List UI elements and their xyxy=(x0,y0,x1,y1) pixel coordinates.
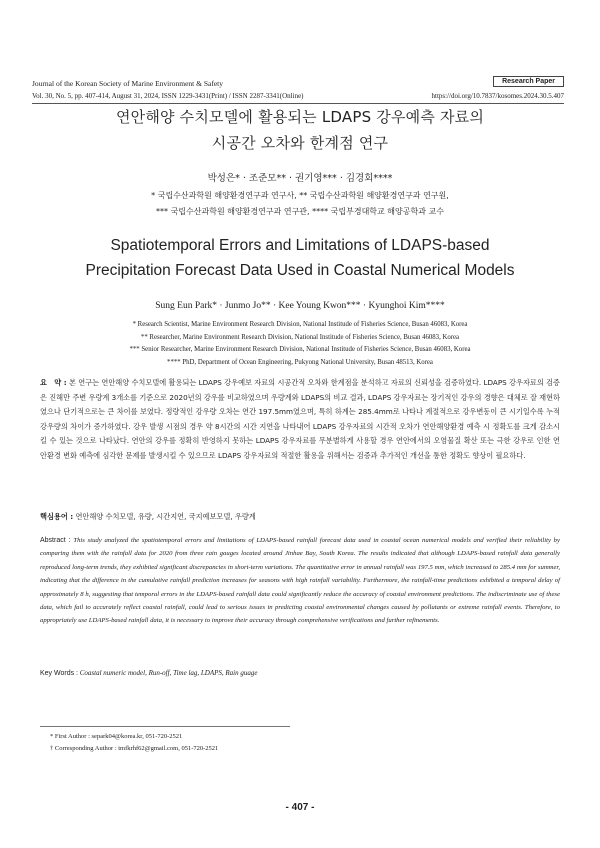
abstract-korean xyxy=(40,376,560,464)
abstract-english-text: This study analyzed the spatiotemporal errors and limitations of LDAPS-based rainfall forecast data used in coastal ocean numerical models and verified their reliability by comparing them with the rainfall data for 2020 from three rain gauges located around Jinhae Bay, South Korea. The results indicated that although LDAPS-based rainfall data generally reproduced long-term trends, they exhibited significant discrepancies in short-term variations. The quantitative error in annual rainfall was 197.5 mm, which increased to 285.4 mm for summer, indicating that the difference in the cumulative rainfall prediction increases for seasons with high rainfall variability. Furthermore, the rainfall-time predictions exhibited a temporal delay of approximately 8 h, suggesting that temporal errors in the LDAPS-based rainfall data could significantly reduce the accuracy of coastal environment predictions. The indiscriminate use of these data, which fail to accurately reflect coastal rainfall, could lead to serious issues in predicting coastal environmental changes caused by pollutants or extreme rainfall events. Therefore, to appropriately use LDAPS-based rainfall data, it is necessary to improve their accuracy through comprehensive verifications and further refinements. xyxy=(40,537,560,625)
title-english xyxy=(30,233,570,283)
title-korean-line1: 연안해양 수치모델에 활용되는 LDAPS 강우예측 자료의 xyxy=(115,108,485,126)
authors-korean: 박성은* · 조준모** · 권기영*** · 김경회**** xyxy=(207,173,393,184)
abstract-english-label: Abstract : xyxy=(40,537,71,544)
footnote-first-author: * First Author : separk04@korea.kr, 051-720-2521 xyxy=(50,733,183,740)
abstract-korean-text: 본 연구는 연안해양 수치모델에 활용되는 LDAPS 강우예보 자료의 시공간적 오차와 한계점을 분석하고 자료의 신뢰성을 검증하였다. LDAPS 강우자료의 검증은 진해만 주변 우량계 3개소를 기준으로 2020년의 강우를 비교하였으며 우량계와 LDAPS의 비교 결과, LDAPS 강우자료는 장기적인 강우의 경향은 대체로 잘 재현하였으나 단기적으로는 큰 차이를 보였다. 정량적인 강우량 오차는 연간 197.5mm였으며, 특히 하계는 285.4mm로 나타나 계절적으로 강우변동이 큰 시기일수록 누적 강우량의 차이가 증가하였다. 강우 발생 시점의 경우 약 8시간의 시간 지연을 나타내어 LDAPS 강우자료의 시간적 오차가 연안해양환경 예측 시 정확도를 크게 감소시킬 수 있는 것으로 나타났다. 연안의 강우를 정확히 반영하지 못하는 LDAPS 강우자료를 무분별하게 사용할 경우 연안에서의 오염물질 확산 또는 극한 강우로 인한 연안환경 변화 예측에 심각한 문제를 발생시킬 수 있으므로 LDAPS 강우자료의 적절한 활용을 위해서는 검증과 추가적인 개선을 통한 정확도 향상이 필요하다. xyxy=(40,378,561,460)
abstract-english xyxy=(40,534,560,628)
keywords-korean-text: 연안해양 수치모델, 유량, 시간지연, 국지예보모델, 우량계 xyxy=(75,512,256,521)
affiliation-english-item: **** PhD, Department of Ocean Engineering, Pukyong National University, Busan 48513, Korea xyxy=(167,358,433,366)
keywords-english-label: Key Words : xyxy=(40,670,78,677)
title-korean xyxy=(30,104,570,156)
keywords-korean xyxy=(40,512,560,522)
footnote-rule xyxy=(40,726,290,727)
affiliation-korean-line1: * 국립수산과학원 해양환경연구과 연구사, ** 국립수산과학원 해양환경연구과 연구원, xyxy=(151,191,449,200)
affiliation-korean-line2: *** 국립수산과학원 해양환경연구과 연구관, **** 국립부경대학교 해양공학과 교수 xyxy=(156,207,444,216)
authors-english: Sung Eun Park* · Junmo Jo** · Kee Young Kwon*** · Kyunghoi Kim**** xyxy=(155,301,445,311)
volume-info: Vol. 30, No. 5, pp. 407-414, August 31, 2024, ISSN 1229-3431(Print) / ISSN 2287-3341(Online) xyxy=(32,92,304,100)
keywords-korean-label: 핵심용어 : xyxy=(40,512,74,521)
keywords-english-text: Coastal numeric model, Run-off, Time lag, LDAPS, Rain guage xyxy=(79,669,258,677)
affiliation-english-item: *** Senior Researcher, Marine Environment Research Division, National Institude of Fisheries Science, Busan 46083, Korea xyxy=(129,346,471,353)
title-korean-line2: 시공간 오차와 한계점 연구 xyxy=(211,134,389,152)
abstract-korean-label: 요 약 : xyxy=(40,378,67,387)
footnote-corresponding-author: † Corresponding Author : tmfkrhf62@gmail.com, 051-720-2521 xyxy=(50,745,219,752)
affiliation-english-item: ** Researcher, Marine Environment Research Division, National Institude of Fisheries Science, Busan 46083, Korea xyxy=(140,333,460,341)
title-english-line1: Spatiotemporal Errors and Limitations of LDAPS-based xyxy=(110,237,490,254)
article-type-badge: Research Paper xyxy=(493,76,564,87)
keywords-english xyxy=(40,669,560,677)
page-number: - 407 - xyxy=(285,802,315,813)
affiliation-english-item: * Research Scientist, Marine Environment Research Division, National Institude of Fisheries Science, Busan 46083, Korea xyxy=(132,321,468,328)
doi-link[interactable]: https://doi.org/10.7837/kosomes.2024.30.5.407 xyxy=(431,92,564,100)
title-english-line2: Precipitation Forecast Data Used in Coastal Numerical Models xyxy=(85,262,515,279)
affiliations-korean xyxy=(30,188,570,220)
affiliations-english xyxy=(30,319,570,369)
journal-name: Journal of the Korean Society of Marine Environment & Safety xyxy=(32,79,223,88)
